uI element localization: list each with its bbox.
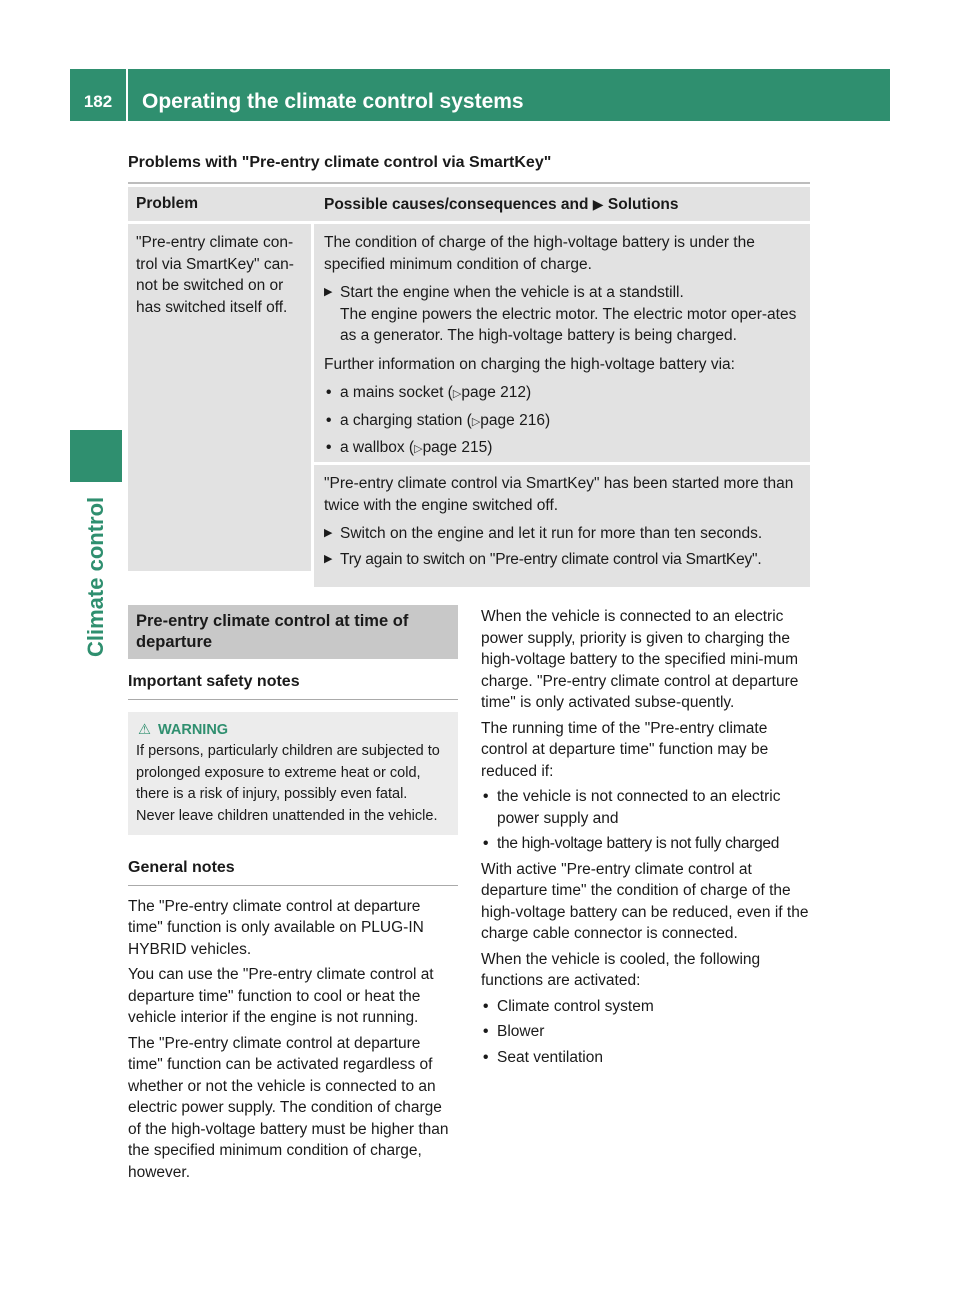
paragraph: You can use the "Pre-entry climate control at departure time" function to cool or heat the vehicle interior if the engine is not running. <box>128 966 434 1026</box>
page-ref-link[interactable]: page 212) <box>461 384 532 401</box>
paragraph: The "Pre-entry climate control at departure time" function is only available on PLUG-IN HYBRID vehicles. <box>128 897 424 958</box>
warning-title: WARNING <box>158 721 229 738</box>
cause-text: "Pre-entry climate control via SmartKey" has been started more than twice with the engine switched off. <box>324 475 794 514</box>
general-notes-heading: General notes <box>128 857 458 886</box>
left-column <box>128 605 458 1187</box>
warning-text: If persons, particularly children are subjected to prolonged exposure to extreme heat or cold, there is a risk of injury, possibly even fatal. Never leave children unattended in the vehicle. <box>136 743 440 824</box>
warning-box <box>128 712 458 836</box>
list-item: • Climate control system <box>481 996 812 1018</box>
list-item: • the vehicle is not connected to an electric power supply and <box>481 786 812 829</box>
chapter-title: Operating the climate control systems <box>142 90 524 113</box>
page-ref-icon: ▷ <box>452 388 462 400</box>
page-header <box>70 69 890 121</box>
problem-cell: "Pre-entry climate con-trol via SmartKey" can-not be switched on or has switched itself off. <box>128 224 311 571</box>
cause-cell <box>314 465 810 587</box>
paragraph: The running time of the "Pre-entry climate control at departure time" function may be reduced if: <box>481 719 769 780</box>
cause-cell <box>314 224 810 462</box>
warning-triangle-icon: ⚠ <box>138 721 151 738</box>
causes-column <box>314 224 810 587</box>
subsection-title-box: Pre-entry climate control at time of departure <box>128 605 458 659</box>
list-item: • the high-voltage battery is not fully charged <box>481 833 812 855</box>
list-item: • a charging station (▷page 216) <box>324 410 800 434</box>
page-ref-link[interactable]: page 215) <box>422 439 493 456</box>
column-header-problem: Problem <box>136 195 199 212</box>
problems-table <box>128 187 810 587</box>
solution-step: ▶ Switch on the engine and let it run for more than ten seconds. <box>324 523 800 545</box>
table-header <box>128 187 810 221</box>
page-number: 182 <box>83 92 113 111</box>
paragraph: When the vehicle is cooled, the following functions are activated: <box>481 950 761 989</box>
list-item: • a mains socket (▷page 212) <box>324 382 800 406</box>
side-tab-marker <box>70 430 122 482</box>
paragraph: When the vehicle is connected to an electric power supply, priority is given to charging the high-voltage battery to the specified mini-mum charge. "Pre-entry climate control at departure time" is only activated subse-quently. <box>481 608 799 711</box>
list-item: • Seat ventilation <box>481 1047 812 1069</box>
warning-heading <box>138 720 450 742</box>
step-note: The engine powers the electric motor. The electric motor oper-ates as a generator. The high-voltage battery is being charged. <box>340 305 797 344</box>
section-title: Problems with "Pre-entry climate control via SmartKey" <box>128 152 810 184</box>
solution-step <box>324 282 800 347</box>
right-column <box>481 606 812 1072</box>
step-text: Start the engine when the vehicle is at a standstill. <box>340 284 684 301</box>
safety-notes-heading: Important safety notes <box>128 671 458 700</box>
list-item: • Blower <box>481 1021 812 1043</box>
further-info: Further information on charging the high-voltage battery via: <box>324 355 735 373</box>
table-body <box>128 224 810 587</box>
page-ref-icon: ▷ <box>414 443 423 455</box>
cause-text: The condition of charge of the high-voltage battery is under the specified minimum condition of charge. <box>324 234 755 273</box>
paragraph: The "Pre-entry climate control at departure time" function can be activated regardless of whether or not the vehicle is connected to an electric power supply. The condition of charge of the high-voltage battery must be higher than the specified minimum condition of charge, however. <box>128 1034 449 1181</box>
column-header-causes-suffix: Solutions <box>607 196 679 213</box>
paragraph: With active "Pre-entry climate control at departure time" the condition of charge of the high-voltage battery can be reduced, even if the charge cable connector is connected. <box>481 860 809 942</box>
header-divider <box>126 69 128 121</box>
list-item: • a wallbox (▷page 215) <box>324 437 800 461</box>
column-header-causes-prefix: Possible causes/consequences and <box>324 196 589 213</box>
solution-step: ▶ Try again to switch on "Pre-entry climate control via SmartKey". <box>324 549 800 571</box>
column-header-causes <box>314 187 810 221</box>
arrow-right-icon: ▶ <box>592 196 604 212</box>
page-ref-icon: ▷ <box>471 415 481 428</box>
side-chapter-label-text: Climate control <box>83 496 108 657</box>
page-ref-link[interactable]: page 216) <box>480 411 551 429</box>
